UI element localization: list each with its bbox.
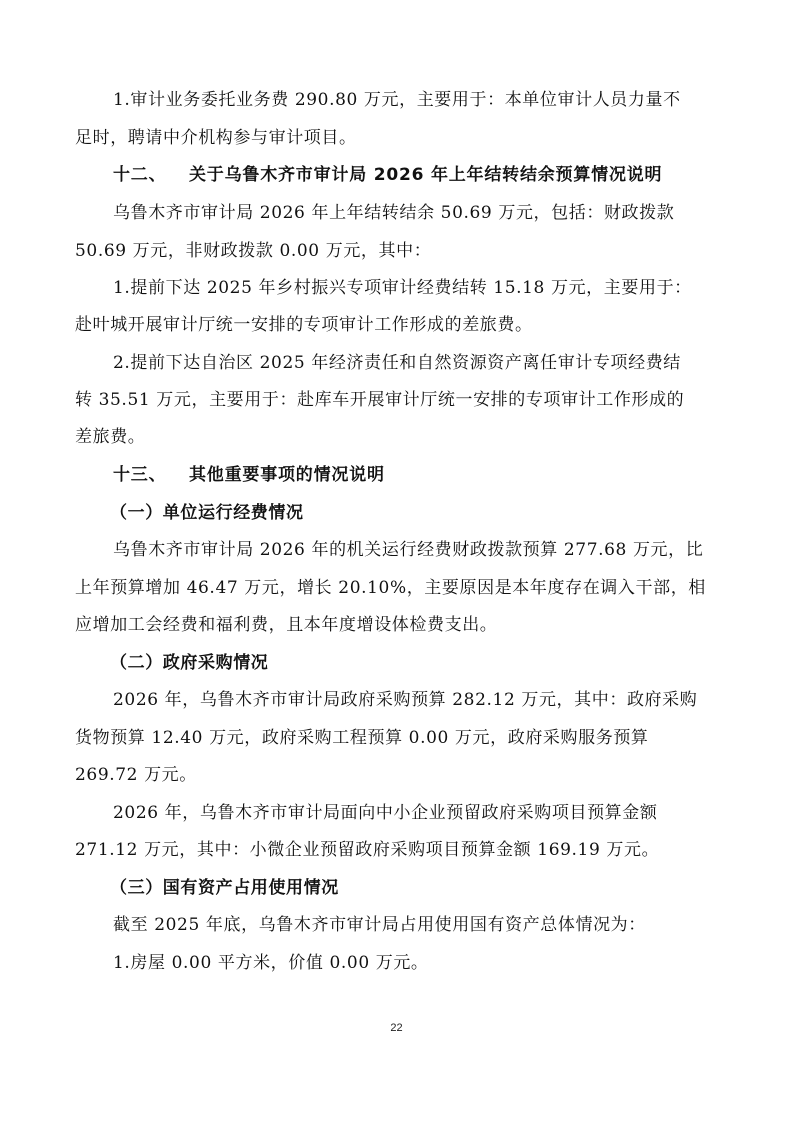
section-heading-12 xyxy=(113,163,662,187)
paragraph-line: 上年预算增加 46.47 万元，增长 20.10%，主要原因是本年度存在调入干部，相 xyxy=(75,578,706,598)
paragraph-line: 1.审计业务委托业务费 290.80 万元，主要用于：本单位审计人员力量不 xyxy=(113,90,681,110)
subsection-heading-3: （三）国有资产占用使用情况 xyxy=(110,878,339,898)
paragraph-line: 货物预算 12.40 万元，政府采购工程预算 0.00 万元，政府采购服务预算 xyxy=(75,728,649,748)
section-heading-13 xyxy=(113,463,385,487)
paragraph-line: 271.12 万元，其中：小微企业预留政府采购项目预算金额 169.19 万元。 xyxy=(75,840,660,860)
paragraph-line: 应增加工会经费和福利费，且本年度增设体检费支出。 xyxy=(75,615,498,635)
section-number: 十二、 xyxy=(113,165,167,185)
paragraph-line: 50.69 万元，非财政拨款 0.00 万元，其中： xyxy=(75,241,432,261)
paragraph-line: 赴叶城开展审计厅统一安排的专项审计工作形成的差旅费。 xyxy=(75,315,533,335)
paragraph-line: 2026 年，乌鲁木齐市审计局面向中小企业预留政府采购项目预算金额 xyxy=(113,803,658,823)
subsection-heading-2: （二）政府采购情况 xyxy=(110,653,269,673)
paragraph-line: 2026 年，乌鲁木齐市审计局政府采购预算 282.12 万元，其中：政府采购 xyxy=(113,690,698,710)
paragraph-line: 转 35.51 万元，主要用于：赴库车开展审计厅统一安排的专项审计工作形成的 xyxy=(75,390,685,410)
paragraph-line: 269.72 万元。 xyxy=(75,765,197,785)
paragraph-line: 1.提前下达 2025 年乡村振兴专项审计经费结转 15.18 万元，主要用于： xyxy=(113,278,692,298)
paragraph-line: 1.房屋 0.00 平方米，价值 0.00 万元。 xyxy=(113,953,429,973)
section-title: 其他重要事项的情况说明 xyxy=(189,465,385,485)
paragraph-line: 乌鲁木齐市审计局 2026 年的机关运行经费财政拨款预算 277.68 万元，比 xyxy=(113,540,704,560)
subsection-heading-1: （一）单位运行经费情况 xyxy=(110,503,304,523)
page-number: 22 xyxy=(390,1022,403,1034)
paragraph-line: 2.提前下达自治区 2025 年经济责任和自然资源资产离任审计专项经费结 xyxy=(113,353,681,373)
section-title: 关于乌鲁木齐市审计局 2026 年上年结转结余预算情况说明 xyxy=(189,165,663,185)
paragraph-line: 截至 2025 年底，乌鲁木齐市审计局占用使用国有资产总体情况为： xyxy=(113,915,646,935)
paragraph-line: 乌鲁木齐市审计局 2026 年上年结转结余 50.69 万元，包括：财政拨款 xyxy=(113,203,675,223)
section-number: 十三、 xyxy=(113,465,167,485)
paragraph-line: 差旅费。 xyxy=(75,427,146,447)
paragraph-line: 足时，聘请中介机构参与审计项目。 xyxy=(75,128,357,148)
